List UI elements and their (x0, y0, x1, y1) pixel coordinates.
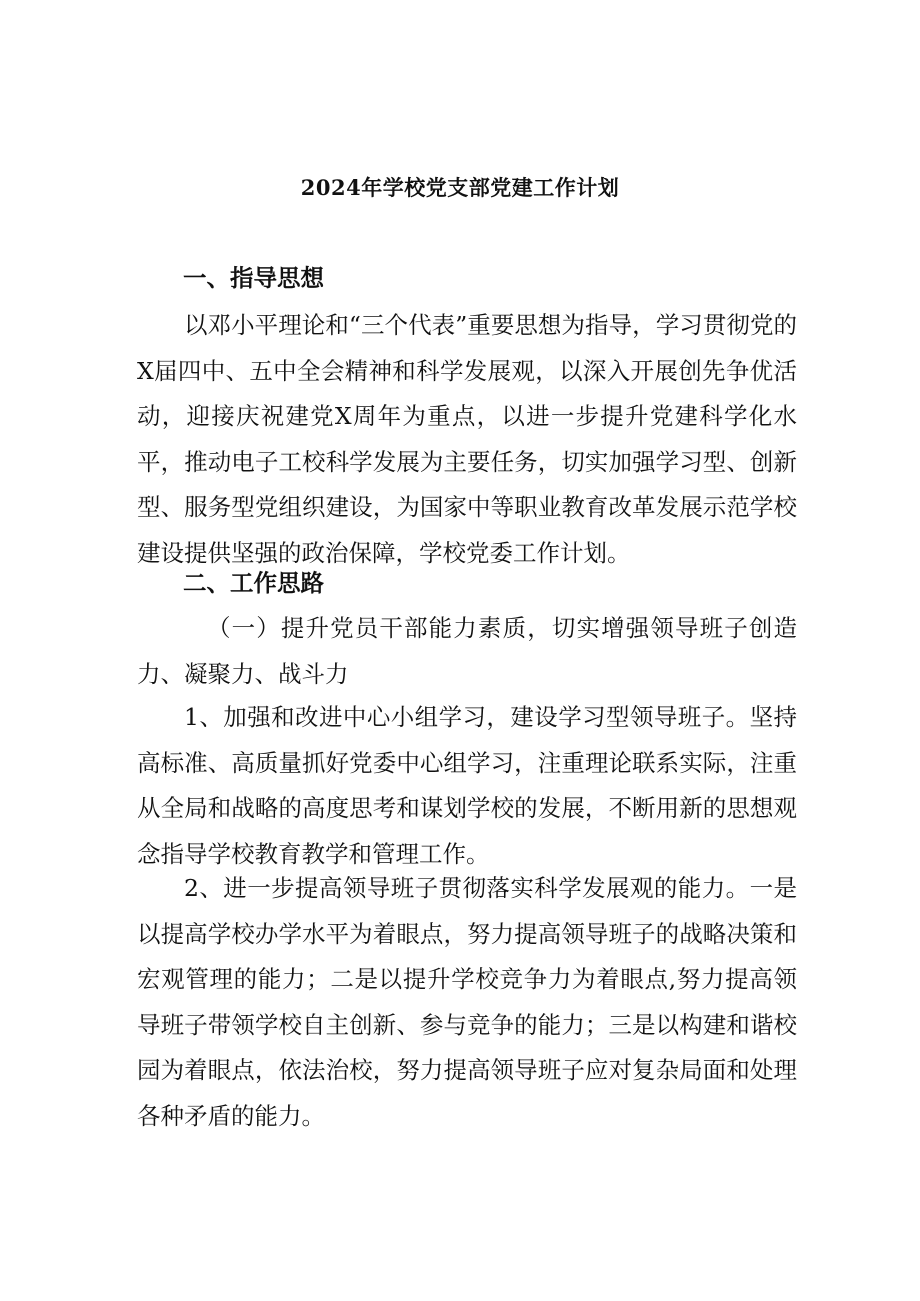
list-item-study-group: 1、加强和改进中心小组学习，建设学习型领导班子。坚持高标准、高质量抓好党委中心组学习，注重理论联系实际，注重从全局和战略的高度思考和谋划学校的发展，不断用新的思想观念指导学校教育教学和管理工作。 (137, 703, 797, 868)
document-title: 2024年学校党支部党建工作计划 (300, 175, 620, 200)
list-item-leadership-capacity: 2、进一步提高领导班子贯彻落实科学发展观的能力。一是以提高学校办学水平为着眼点，努力提高领导班子的战略决策和宏观管理的能力；二是以提升学校竞争力为着眼点,努力提高领导班子带领学校自主创新、参与竞争的能力；三是以构建和谐校园为着眼点，依法治校，努力提高领导班子应对复杂局面和处理各种矛盾的能力。 (137, 874, 797, 1130)
section-heading-guiding-ideology: 一、指导思想 (183, 264, 324, 292)
subsection-heading-capability: （一）提升党员干部能力素质，切实增强领导班子创造力、凝聚力、战斗力 (137, 614, 797, 688)
guiding-ideology-paragraph: 以邓小平理论和“三个代表”重要思想为指导，学习贯彻党的X届四中、五中全会精神和科学发展观，以深入开展创先争优活动，迎接庆祝建党X周年为重点，以进一步提升党建科学化水平，推动电子工校科学发展为主要任务，切实加强学习型、创新型、服务型党组织建设，为国家中等职业教育改革发展示范学校建设提供坚强的政治保障，学校党委工作计划。 (137, 311, 797, 567)
section-heading-work-approach: 二、工作思路 (183, 569, 324, 597)
